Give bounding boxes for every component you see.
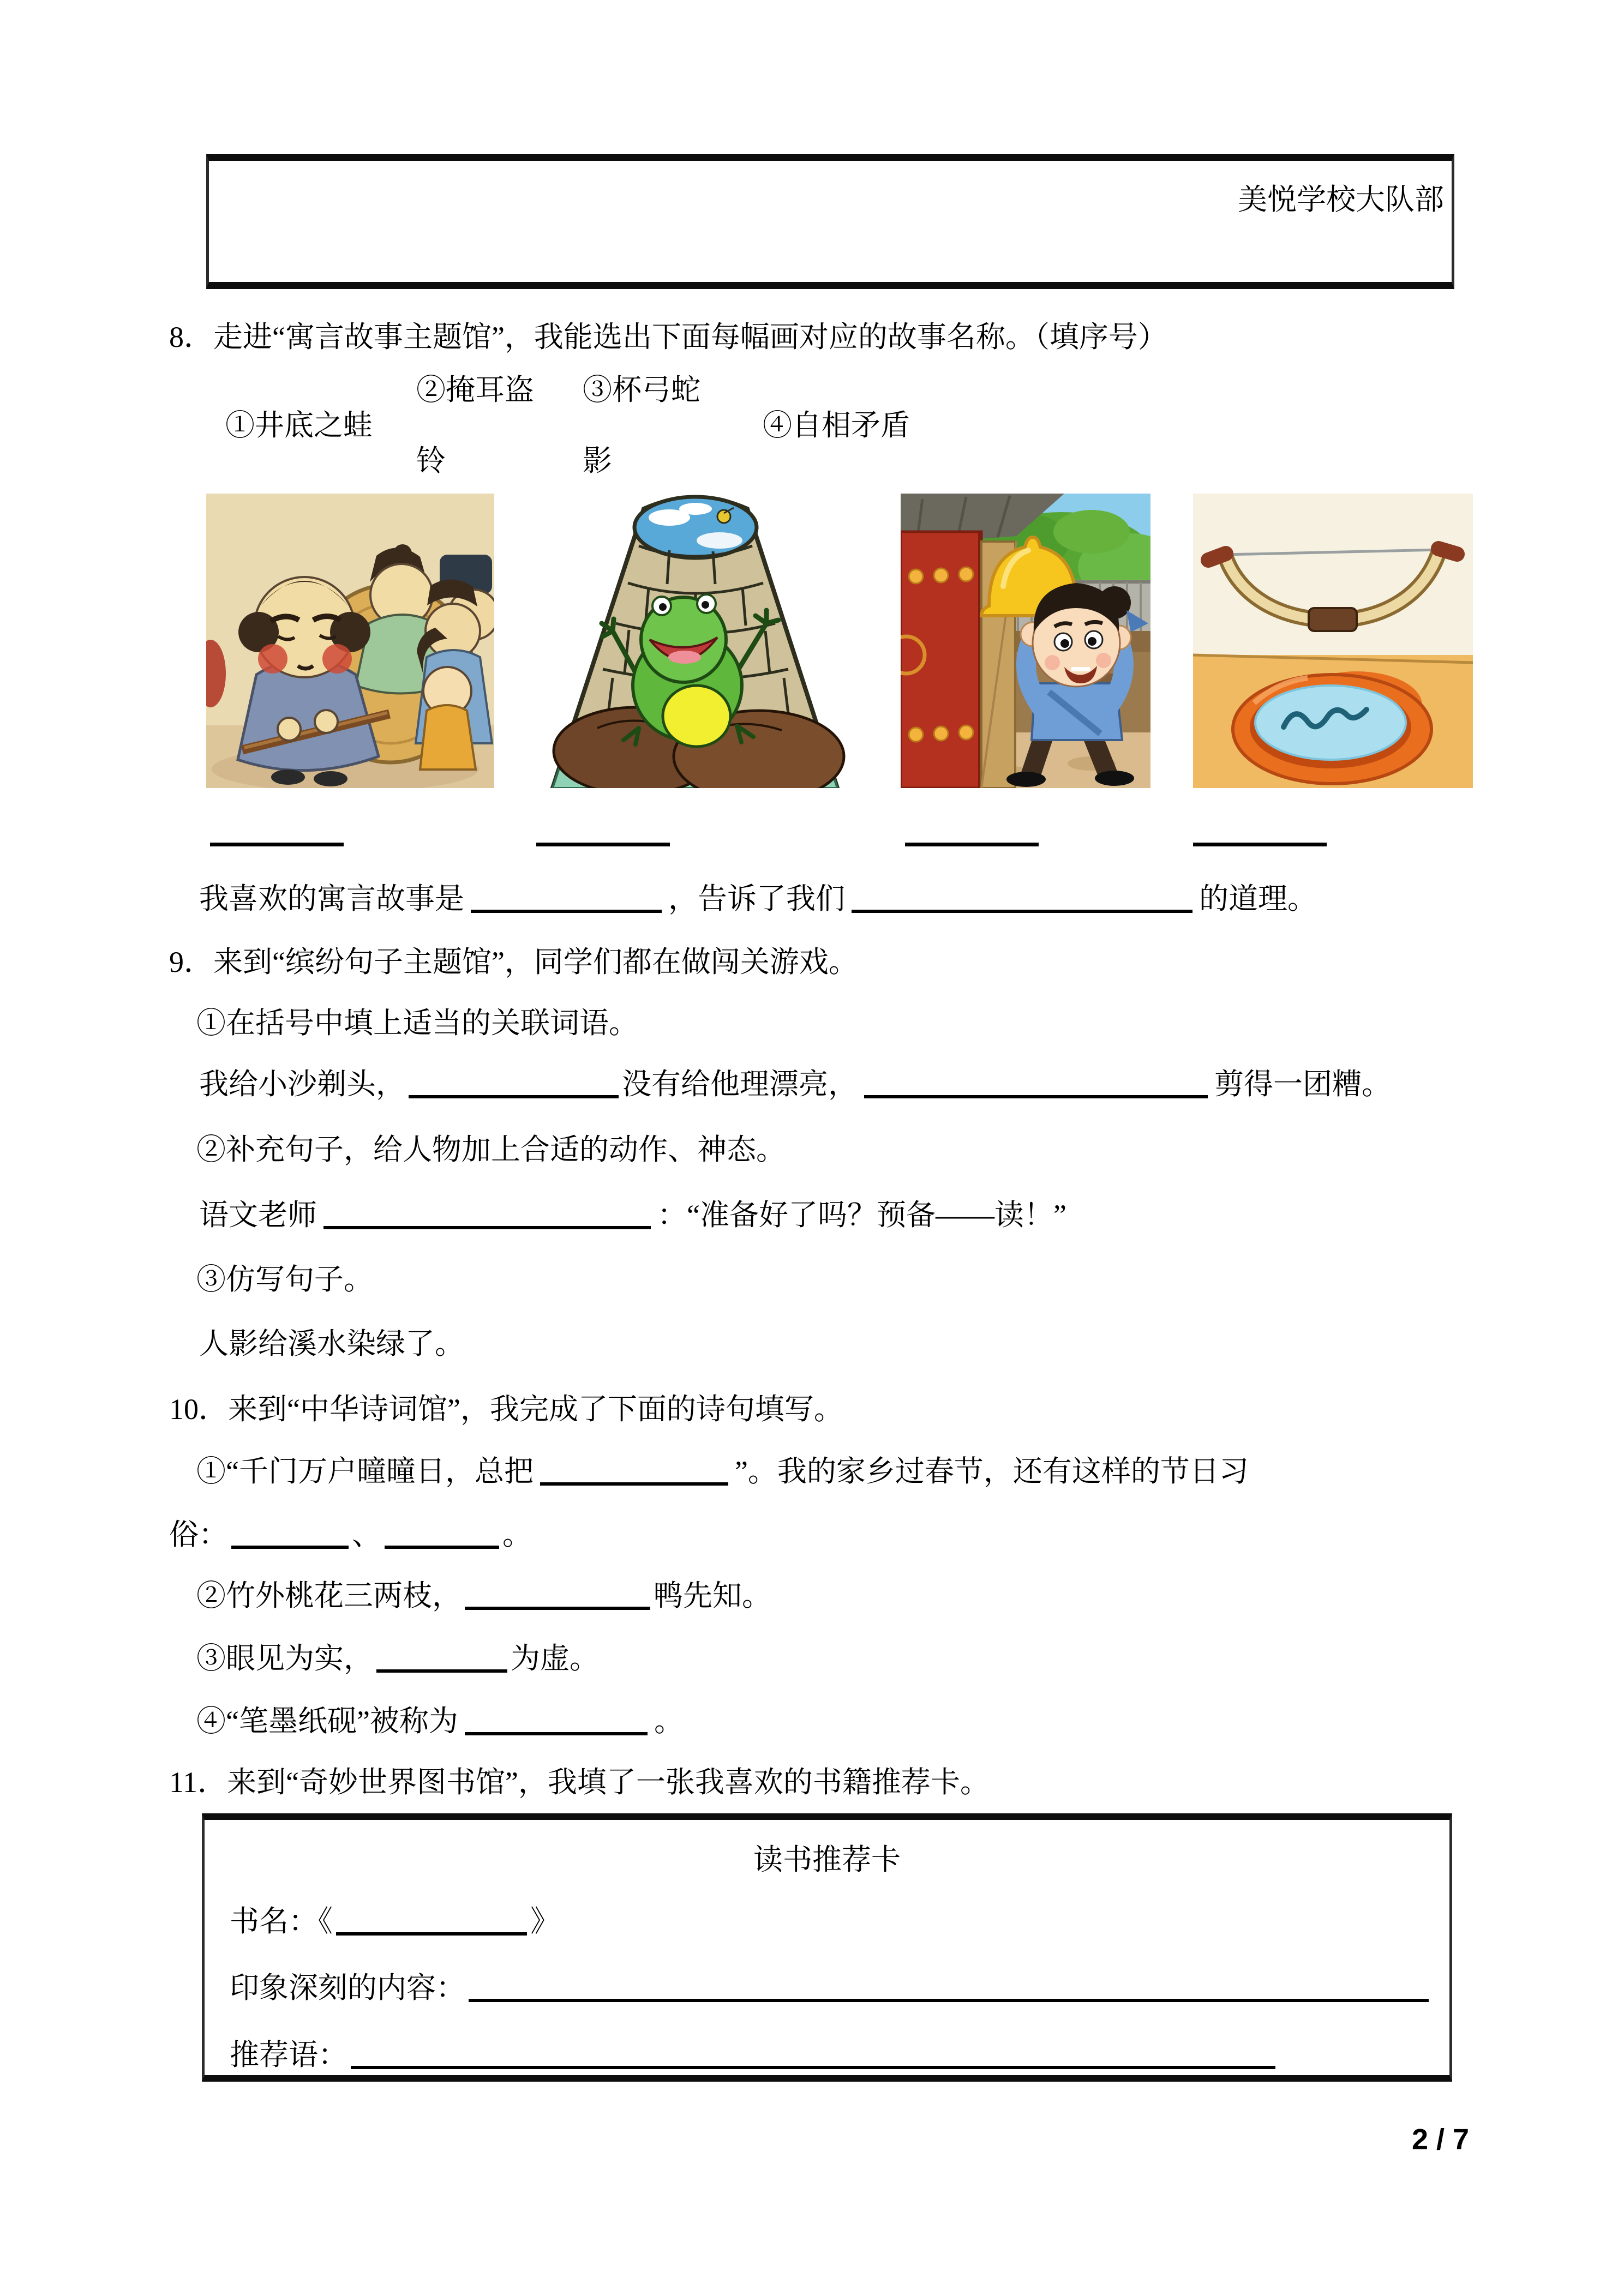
q9-sub1-blank-1: [409, 1067, 619, 1098]
card-book-label-end: 》: [530, 1905, 560, 1938]
card-book-line: [230, 1902, 560, 1941]
card-recommend-blank: [351, 2037, 1275, 2069]
school-unit-label: 美悦学校大队部: [1238, 183, 1444, 216]
q10-sub1c-blank-1: [231, 1517, 349, 1549]
q8-favorite-blank-1: [471, 881, 662, 913]
q10-sub4-part1: ④“笔墨纸砚”被称为: [196, 1705, 458, 1738]
q8-answer-blank-2: [536, 843, 670, 846]
q10-sub1c-part2: 、: [352, 1518, 381, 1551]
q10-sub1-part2: ”。我的家乡过春节，还有这样的节日习: [734, 1455, 1249, 1488]
q10-sub2-part2: 鸭先知。: [654, 1579, 771, 1612]
illustration-cover-ears-steal-bell: [901, 494, 1150, 788]
q10-sub3-part1: ③眼见为实，: [196, 1642, 373, 1675]
q9-sub2-part1: 语文老师: [199, 1199, 317, 1231]
q10-sub2-part1: ②竹外桃花三两枝，: [196, 1579, 462, 1612]
q9-sub1-part2: 没有给他理漂亮，: [622, 1068, 858, 1101]
q10-sub1c-part3: 。: [502, 1518, 532, 1551]
q10-sub2-line: [196, 1576, 771, 1615]
book-recommendation-card: [202, 1813, 1452, 2082]
q8-answer-blank-4: [1193, 843, 1327, 846]
q10-sub1-continuation: [169, 1515, 532, 1554]
q9-sub3-example: 人影给溪水染绿了。: [199, 1327, 464, 1360]
illustration-bow-snake-reflection: [1193, 494, 1473, 788]
card-recommend-label: 推荐语：: [230, 2039, 347, 2071]
header-box: [206, 154, 1454, 289]
card-impression-blank: [469, 1970, 1429, 2002]
q8-answer-blank-1: [210, 843, 344, 846]
page-indicator: 2 / 7: [1412, 2123, 1470, 2156]
illustration-frog-in-well: [532, 494, 858, 788]
q9-sub3-label: ③仿写句子。: [196, 1263, 373, 1296]
illustration-self-contradiction: [206, 494, 494, 788]
card-impression-line: [230, 1968, 1432, 2008]
q10-sub4-blank: [465, 1704, 648, 1735]
q9-sub2-part2: ：“准备好了吗？预备——读！”: [657, 1199, 1066, 1231]
q8-favorite-part3: 的道理。: [1199, 882, 1317, 915]
q10-sub1c-part1: 俗：: [169, 1518, 228, 1551]
q10-sub2-blank: [465, 1578, 650, 1610]
q10-sub3-part2: 为虚。: [511, 1642, 599, 1675]
q8-favorite-part2: ，告诉了我们: [668, 882, 845, 915]
q9-sub2-blank: [323, 1198, 651, 1229]
card-book-label: 书名：《: [230, 1905, 333, 1938]
q8-option-3: ③杯弓蛇影: [583, 374, 700, 477]
q10-sub4-part2: 。: [654, 1705, 684, 1738]
q10-sub1-line: [196, 1452, 1249, 1491]
card-recommend-line: [230, 2035, 1279, 2075]
q10-sub1-part1: ①“千门万户曈曈日，总把: [196, 1455, 534, 1488]
q9-sub2-sentence: [199, 1195, 1066, 1235]
q8-favorite-blank-2: [852, 881, 1192, 913]
q8-favorite-part1: 我喜欢的寓言故事是: [199, 882, 464, 915]
question-9-prompt: 9．来到“缤纷句子主题馆”，同学们都在做闯关游戏。: [169, 946, 858, 978]
card-book-blank: [336, 1904, 527, 1936]
q9-sub1-sentence: [199, 1065, 1391, 1104]
card-title: 读书推荐卡: [753, 1843, 901, 1876]
q8-option-2: ②掩耳盗铃: [416, 374, 534, 477]
q10-sub1c-blank-2: [385, 1517, 499, 1549]
q8-answer-blank-3: [905, 843, 1039, 846]
q9-sub1-part3: 剪得一团糟。: [1214, 1068, 1391, 1101]
question-11-prompt: 11．来到“奇妙世界图书馆”，我填了一张我喜欢的书籍推荐卡。: [169, 1766, 990, 1799]
q9-sub1-label: ①在括号中填上适当的关联词语。: [196, 1007, 638, 1039]
q8-option-1: ①井底之蛙: [225, 409, 373, 442]
q9-sub2-label: ②补充句子，给人物加上合适的动作、神态。: [196, 1133, 786, 1166]
q9-sub1-part1: 我给小沙剃头，: [199, 1068, 405, 1101]
q10-sub1-blank: [540, 1454, 728, 1486]
question-8-prompt: 8．走进“寓言故事主题馆”，我能选出下面每幅画对应的故事名称。（填序号）: [169, 321, 1167, 353]
question-10-prompt: 10．来到“中华诗词馆”，我完成了下面的诗句填写。: [169, 1393, 843, 1426]
q10-sub4-line: [196, 1702, 684, 1741]
q10-sub3-blank: [376, 1641, 507, 1673]
q10-sub3-line: [196, 1639, 599, 1678]
q8-favorite-sentence: [199, 879, 1317, 918]
q8-option-4: ④自相矛盾: [763, 409, 910, 442]
q9-sub1-blank-2: [864, 1067, 1208, 1098]
card-impression-label: 印象深刻的内容：: [230, 1972, 465, 2004]
